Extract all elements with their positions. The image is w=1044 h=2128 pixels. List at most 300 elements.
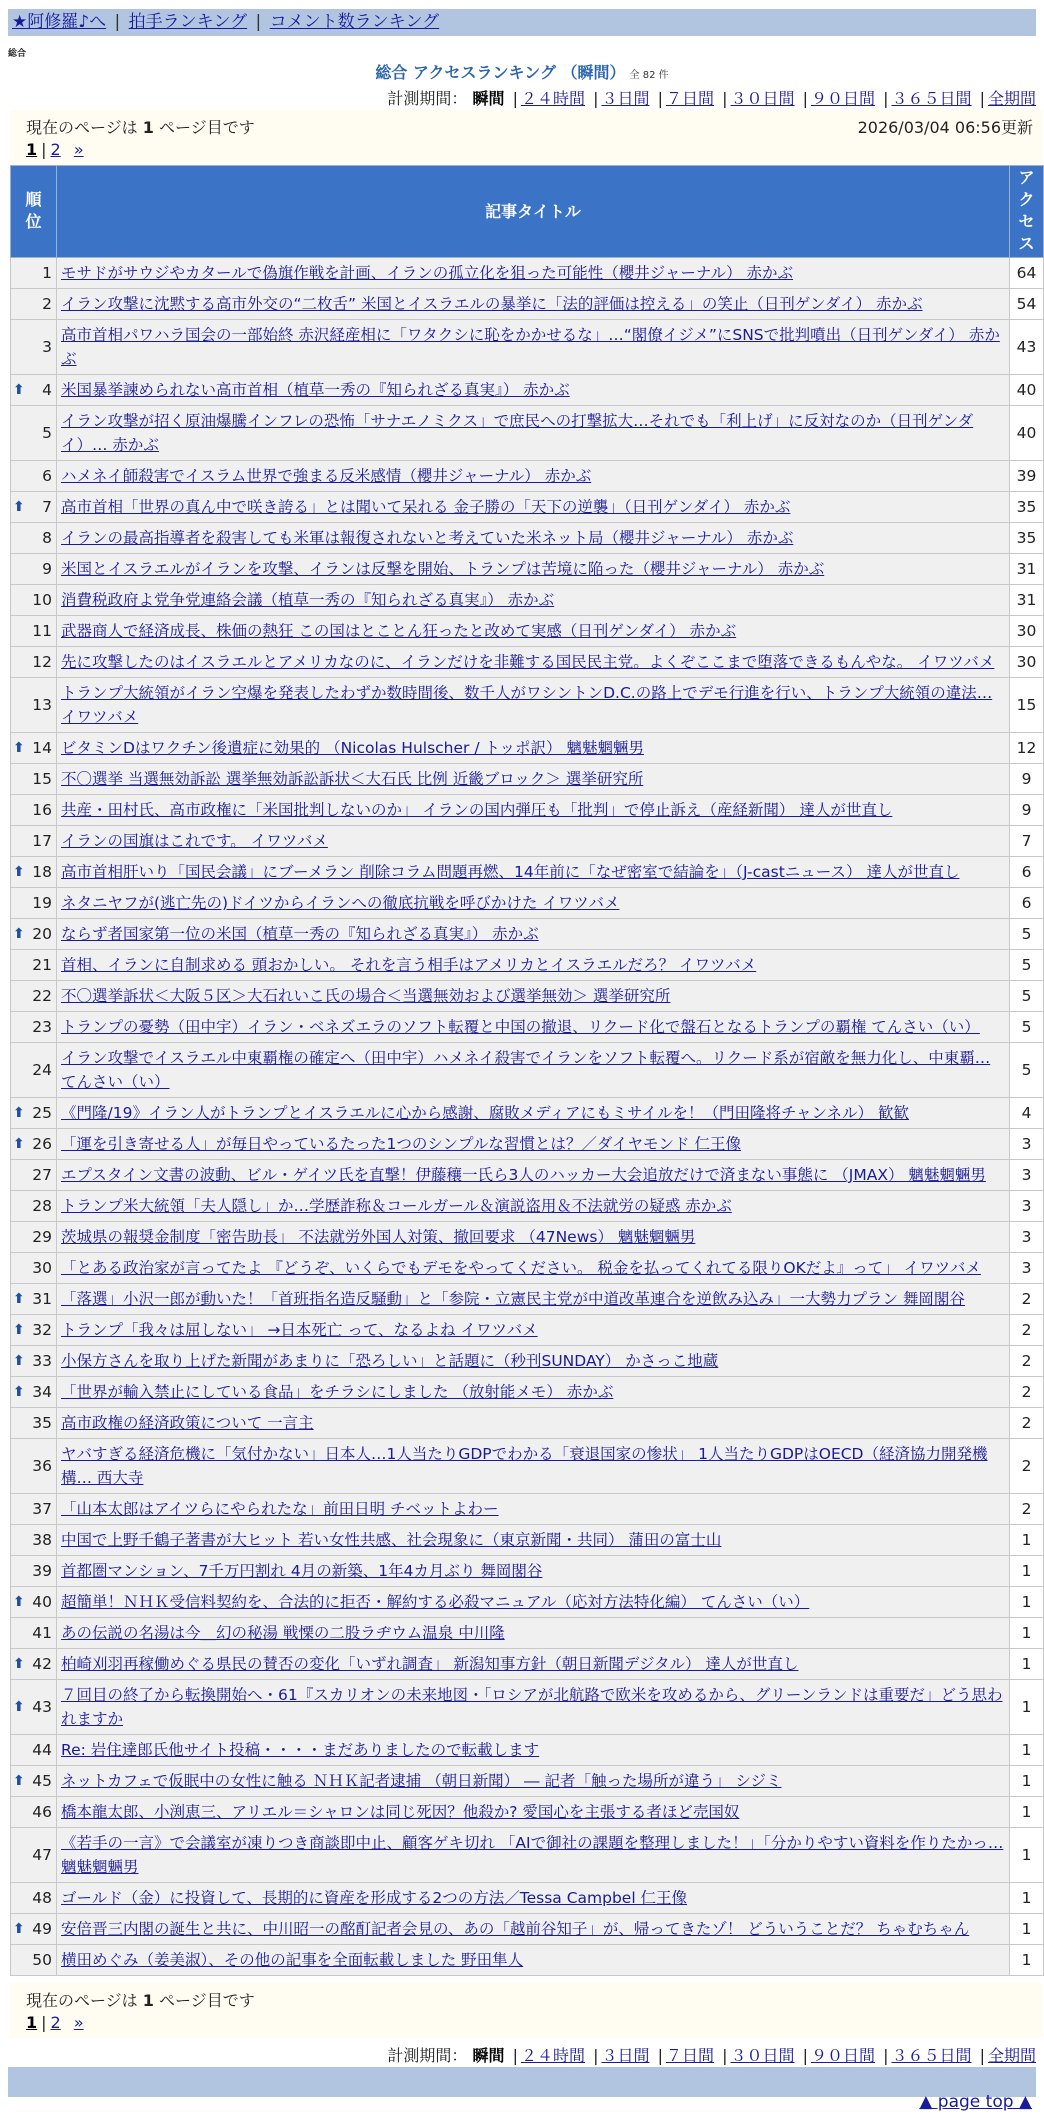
rank-number: 18 — [32, 863, 52, 881]
rank-cell — [11, 1191, 57, 1222]
table-row — [11, 1043, 1044, 1098]
article-link[interactable]: あの伝説の名湯は今＿幻の秘湯 戦慄の二股ラヂウム温泉 中川隆 — [61, 1624, 505, 1642]
access-count: 31 — [1010, 585, 1044, 616]
article-link[interactable]: 茨城県の報奨金制度「密告助長」 不法就労外国人対策、撤回要求 （47News） 魑魅魍魎男 — [61, 1228, 696, 1246]
rank-cell — [11, 585, 57, 616]
title-cell — [57, 1346, 1010, 1377]
title-cell — [57, 1556, 1010, 1587]
rank-number: 44 — [32, 1741, 52, 1759]
table-row — [11, 1191, 1044, 1222]
access-count: 2 — [1010, 1408, 1044, 1439]
rank-up-arrow-icon: ⬆ — [13, 382, 25, 398]
title-cell — [57, 492, 1010, 523]
table-row — [11, 554, 1044, 585]
table-row — [11, 585, 1044, 616]
article-link[interactable]: 首都圏マンション、7千万円割れ 4月の新築、1年4カ月ぶり 舞岡閣谷 — [61, 1562, 543, 1580]
page-info-bottom — [10, 1983, 1043, 2038]
article-link[interactable]: 「運を引き寄せる人」が毎日やっているたった1つのシンプルな習慣とは？／ダイヤモンド 仁王像 — [61, 1135, 741, 1153]
rank-number: 26 — [32, 1135, 52, 1153]
access-count: 1 — [1010, 1735, 1044, 1766]
pager-bottom: 1 | 2 » — [26, 2013, 84, 2032]
table-row — [11, 1556, 1044, 1587]
rank-number: 15 — [32, 770, 52, 788]
table-row — [11, 764, 1044, 795]
article-link[interactable]: 「世界が輸入禁止にしている食品」をチラシにしました （放射能メモ） 赤かぶ — [61, 1383, 614, 1401]
rank-cell — [11, 795, 57, 826]
access-count: 1 — [1010, 1828, 1044, 1883]
title-cell — [57, 950, 1010, 981]
pager-next[interactable]: » — [73, 140, 84, 159]
title-cell — [57, 1649, 1010, 1680]
rank-number: 29 — [32, 1228, 52, 1246]
title-cell — [57, 1828, 1010, 1883]
title-cell — [57, 826, 1010, 857]
period-link-24h[interactable]: ２４時間 — [520, 2046, 585, 2065]
title-cell — [57, 1253, 1010, 1284]
rank-up-arrow-icon: ⬆ — [13, 740, 25, 756]
period-selector-bottom: 計測期間： 瞬間 | ２４時間 | ３日間 | ７日間 | ３０日間 | ９０日間 | ３６５日間 | 全期間 — [387, 2046, 1036, 2065]
table-row — [11, 1253, 1044, 1284]
article-link[interactable]: 《若手の一言》で会議室が凍りつき商談即中止、顧客ゲキ切れ 「AIで御社の課題を整理しました！」「分かりやすい資料を作りたかっ… 魑魅魍魎男 — [61, 1834, 1004, 1876]
table-row — [11, 1494, 1044, 1525]
title-cell — [57, 554, 1010, 585]
period-current: 瞬間 — [472, 2046, 505, 2065]
page-top-link[interactable]: ▲ page top ▲ — [919, 2092, 1032, 2112]
table-row — [11, 1160, 1044, 1191]
rank-number: 40 — [32, 1593, 52, 1611]
title-cell — [57, 1315, 1010, 1346]
table-row — [11, 289, 1044, 320]
table-row — [11, 1377, 1044, 1408]
access-count: 6 — [1010, 857, 1044, 888]
rank-up-arrow-icon: ⬆ — [13, 1656, 25, 1672]
title-cell — [57, 1012, 1010, 1043]
table-row — [11, 733, 1044, 764]
rank-cell — [11, 375, 57, 406]
header-rank: 順位 — [11, 166, 57, 258]
article-link[interactable]: トランプ大統領がイラン空爆を発表したわずか数時間後、数千人がワシントンD.C.の路上でデモ行進を行い、トランプ大統領の違法… イワツバメ — [61, 684, 993, 726]
title-cell — [57, 647, 1010, 678]
rank-number: 19 — [32, 894, 52, 912]
title-cell — [57, 1735, 1010, 1766]
rank-number: 28 — [32, 1197, 52, 1215]
ranking-title: 総合 アクセスランキング （瞬間） — [375, 63, 626, 82]
title-cell — [57, 1680, 1010, 1735]
header-title: 記事タイトル — [57, 166, 1010, 258]
rank-number: 42 — [32, 1655, 52, 1673]
rank-cell — [11, 981, 57, 1012]
access-count: 1 — [1010, 1883, 1044, 1914]
rank-cell — [11, 919, 57, 950]
title-cell — [57, 764, 1010, 795]
title-cell — [57, 1191, 1010, 1222]
rank-cell — [11, 1797, 57, 1828]
rank-number: 46 — [32, 1803, 52, 1821]
header-access: アクセス — [1010, 166, 1044, 258]
rank-number: 25 — [32, 1104, 52, 1122]
access-count: 30 — [1010, 647, 1044, 678]
pager-current-page: 1 — [26, 2013, 38, 2032]
rank-number: 5 — [42, 424, 52, 442]
access-count: 5 — [1010, 1012, 1044, 1043]
title-cell — [57, 733, 1010, 764]
title-cell — [57, 523, 1010, 554]
article-link[interactable]: 「山本太郎はアイツらにやられたな」前田日明 チベットよわー — [61, 1500, 499, 1518]
title-cell — [57, 678, 1010, 733]
access-count: 7 — [1010, 826, 1044, 857]
rank-number: 22 — [32, 987, 52, 1005]
article-link[interactable]: 柏崎刈羽再稼働めぐる県民の賛否の変化「いずれ調査」 新潟知事方針（朝日新聞デジタル） 達人が世直し — [61, 1655, 799, 1673]
nav-link-clap-ranking[interactable]: 拍手ランキング — [128, 12, 248, 32]
table-row — [11, 1587, 1044, 1618]
article-link[interactable]: 横田めぐみ（姜美淑）、その他の記事を全面転載しました 野田隼人 — [61, 1951, 524, 1969]
table-row — [11, 795, 1044, 826]
title-cell — [57, 1494, 1010, 1525]
table-row — [11, 1766, 1044, 1797]
article-link[interactable]: エプスタイン文書の波動、ビル・ゲイツ氏を直撃！伊藤穰一氏ら3人のハッカー大会追放だけで済まない事態に （JMAX） 魑魅魍魎男 — [61, 1166, 986, 1184]
title-cell — [57, 1160, 1010, 1191]
article-link[interactable]: 消費税政府よ党争党連絡会議（植草一秀の『知られざる真実』） 赤かぶ — [61, 591, 555, 609]
table-row — [11, 461, 1044, 492]
period-link-365d[interactable]: ３６５日間 — [891, 89, 972, 108]
rank-number: 4 — [42, 381, 52, 399]
access-count: 30 — [1010, 616, 1044, 647]
title-cell — [57, 888, 1010, 919]
article-link[interactable]: 安倍晋三内閣の誕生と共に、中川昭一の酩酊記者会見の、あの「越前谷知子」が、帰ってきたゾ！ どういうことだ？ ちゃむちゃん — [61, 1920, 970, 1938]
article-link[interactable]: 米国とイスラエルがイランを攻撃、イランは反撃を開始、トランプは苦境に陥った（櫻井ジャーナル） 赤かぶ — [61, 560, 825, 578]
table-row — [11, 888, 1044, 919]
title-cell — [57, 375, 1010, 406]
pager-page-2[interactable]: 2 — [50, 2013, 61, 2032]
rank-cell — [11, 523, 57, 554]
article-link[interactable]: 超簡単！ＮＨＫ受信料契約を、合法的に拒否・解約する必殺マニュアル（応対方法特化編） てんさい（い） — [61, 1593, 810, 1611]
ranking-rows — [11, 258, 1044, 1976]
access-count: 3 — [1010, 1191, 1044, 1222]
table-row — [11, 919, 1044, 950]
article-link[interactable]: 武器商人で経済成長、株価の熱狂 この国はとことん狂ったと改めて実感（日刊ゲンダイ） 赤かぶ — [61, 622, 737, 640]
rank-number: 37 — [32, 1500, 52, 1518]
rank-up-arrow-icon: ⬆ — [13, 1105, 25, 1121]
period-link-24h[interactable]: ２４時間 — [520, 89, 585, 108]
rank-number: 43 — [32, 1698, 52, 1716]
rank-cell — [11, 826, 57, 857]
rank-number: 10 — [32, 591, 52, 609]
title-cell — [57, 1914, 1010, 1945]
top-nav: ★阿修羅♪へ | 拍手ランキング | コメント数ランキング — [8, 9, 1036, 36]
title-cell — [57, 795, 1010, 826]
rank-cell — [11, 1439, 57, 1494]
title-cell — [57, 585, 1010, 616]
rank-number: 33 — [32, 1352, 52, 1370]
article-link[interactable]: 高市政権の経済政策について 一言主 — [61, 1414, 314, 1432]
title-cell — [57, 1587, 1010, 1618]
period-link-365d[interactable]: ３６５日間 — [891, 2046, 972, 2065]
period-link-3d[interactable]: ３日間 — [601, 89, 650, 108]
rank-cell — [11, 733, 57, 764]
rank-cell — [11, 1222, 57, 1253]
article-link[interactable]: ビタミンDはワクチン後遺症に効果的 （Nicolas Hulscher / トッポ訳） 魑魅魍魎男 — [61, 739, 644, 757]
rank-number: 45 — [32, 1772, 52, 1790]
article-link[interactable]: 首相、イランに自制求める 頭おかしい。 それを言う相手はアメリカとイスラエルだろ？ イワツバメ — [61, 956, 757, 974]
table-row — [11, 1618, 1044, 1649]
table-row — [11, 1284, 1044, 1315]
article-link[interactable]: Re: 岩住達郎氏他サイト投稿・・・・まだありましたので転載します — [61, 1741, 540, 1759]
pager-current-page: 1 — [26, 140, 38, 159]
rank-cell — [11, 950, 57, 981]
article-link[interactable]: 不〇選挙訴状＜大阪５区＞大石れいこ氏の場合＜当選無効および選挙無効＞ 選挙研究所 — [61, 987, 671, 1005]
table-row — [11, 1797, 1044, 1828]
period-link-all[interactable]: 全期間 — [987, 2046, 1036, 2065]
access-count: 40 — [1010, 375, 1044, 406]
access-count: 2 — [1010, 1346, 1044, 1377]
rank-number: 17 — [32, 832, 52, 850]
rank-number: 50 — [32, 1951, 52, 1969]
table-row — [11, 1735, 1044, 1766]
article-link[interactable]: 高市首相パワハラ国会の一部始終 赤沢経産相に「ワタクシに恥をかかせるな」…“閣僚イジメ”にSNSで批判噴出（日刊ゲンダイ） 赤かぶ — [61, 326, 1000, 368]
rank-cell — [11, 616, 57, 647]
article-link[interactable]: イラン攻撃に沈黙する高市外交の“二枚舌” 米国とイスラエルの暴挙に「法的評価は控える」の笑止（日刊ゲンダイ） 赤かぶ — [61, 295, 923, 313]
access-count: 1 — [1010, 1766, 1044, 1797]
rank-up-arrow-icon: ⬆ — [13, 1594, 25, 1610]
rank-number: 49 — [32, 1920, 52, 1938]
rank-number: 14 — [32, 739, 52, 757]
title-cell — [57, 1408, 1010, 1439]
rank-number: 7 — [42, 498, 52, 516]
article-link[interactable]: イラン攻撃でイスラエル中東覇権の確定へ（田中宇）ハメネイ殺害でイランをソフト転覆へ。リクード系が宿敵を無力化し、中東覇… てんさい（い） — [61, 1049, 991, 1091]
table-row — [11, 1649, 1044, 1680]
article-link[interactable]: モサドがサウジやカタールで偽旗作戦を計画、イランの孤立化を狙った可能性（櫻井ジャーナル） 赤かぶ — [61, 264, 794, 282]
article-link[interactable]: 高市首相肝いり「国民会議」にブーメラン 削除コラム問題再燃、14年前に「なぜ密室で結論を」（J-castニュース） 達人が世直し — [61, 863, 960, 881]
table-row — [11, 1408, 1044, 1439]
period-link-3d[interactable]: ３日間 — [601, 2046, 650, 2065]
title-cell — [57, 1043, 1010, 1098]
article-link[interactable]: イランの国旗はこれです。 イワツバメ — [61, 832, 328, 850]
article-link[interactable]: 共産・田村氏、高市政権に「米国批判しないのか」 イランの国内弾圧も「批判」で停止訴え（産経新聞） 達人が世直し — [61, 801, 893, 819]
rank-number: 47 — [32, 1846, 52, 1864]
period-label: 計測期間： — [387, 2046, 468, 2065]
access-count: 12 — [1010, 733, 1044, 764]
rank-number: 20 — [32, 925, 52, 943]
rank-number: 48 — [32, 1889, 52, 1907]
article-link[interactable]: イラン攻撃が招く原油爆騰インフレの恐怖「サナエノミクス」で庶民への打撃拡大…それでも「利上げ」に反対なのか（日刊ゲンダイ）… 赤かぶ — [61, 412, 974, 454]
rank-cell — [11, 1828, 57, 1883]
article-link[interactable]: 高市首相「世界の真ん中で咲き誇る」とは聞いて呆れる 金子勝の「天下の逆襲」（日刊ゲンダイ） 赤かぶ — [61, 498, 791, 516]
article-link[interactable]: トランプ「我々は屈しない」 →日本死亡 って、なるよね イワツバメ — [61, 1321, 538, 1339]
period-selector-top: 計測期間： 瞬間 | ２４時間 | ３日間 | ７日間 | ３０日間 | ９０日間 | ３６５日間 | 全期間 — [387, 89, 1036, 108]
rank-cell — [11, 1525, 57, 1556]
article-link[interactable]: 先に攻撃したのはイスラエルとアメリカなのに、イランだけを非難する国民民主党。よくぞここまで堕落できるもんやな。 イワツバメ — [61, 653, 995, 671]
access-count: 35 — [1010, 492, 1044, 523]
table-row — [11, 1098, 1044, 1129]
period-link-90d[interactable]: ９０日間 — [810, 89, 875, 108]
rank-up-arrow-icon: ⬆ — [13, 1291, 25, 1307]
access-count: 1 — [1010, 1587, 1044, 1618]
article-link[interactable]: 中国で上野千鶴子著書が大ヒット 若い女性共感、社会現象に（東京新聞・共同） 蒲田の富士山 — [61, 1531, 722, 1549]
access-count: 3 — [1010, 1160, 1044, 1191]
pager-top: 1 | 2 » — [26, 140, 84, 159]
rank-number: 2 — [42, 295, 52, 313]
period-link-7d[interactable]: ７日間 — [665, 89, 714, 108]
rank-cell — [11, 764, 57, 795]
period-current: 瞬間 — [472, 89, 505, 108]
access-count: 5 — [1010, 1043, 1044, 1098]
rank-number: 13 — [32, 696, 52, 714]
table-row — [11, 406, 1044, 461]
current-page-text: 現在のページは 1 ページ目です — [26, 1991, 255, 2010]
page-info-top — [10, 110, 1043, 165]
table-row — [11, 1945, 1044, 1976]
rank-cell — [11, 289, 57, 320]
rank-number: 30 — [32, 1259, 52, 1277]
page-title — [0, 60, 1044, 83]
article-link[interactable]: 橋本龍太郎、小渕恵三、アリエル＝シャロンは同じ死因？他殺か? 愛国心を主張する者ほど売国奴 — [61, 1803, 740, 1821]
title-cell — [57, 1284, 1010, 1315]
table-row — [11, 616, 1044, 647]
article-link[interactable]: ヤバすぎる経済危機に「気付かない」日本人…1人当たりGDPでわかる「衰退国家の惨状」 1人当たりGDPはOECD（経済協力開発機構… 西大寺 — [61, 1445, 988, 1487]
access-count: 1 — [1010, 1618, 1044, 1649]
title-cell — [57, 1098, 1010, 1129]
rank-cell — [11, 1284, 57, 1315]
access-count: 5 — [1010, 981, 1044, 1012]
table-row — [11, 523, 1044, 554]
access-count: 4 — [1010, 1098, 1044, 1129]
rank-up-arrow-icon: ⬆ — [13, 926, 25, 942]
article-link[interactable]: トランプ米大統領「夫人隠し」か…学歴詐称＆コールガール＆演説盗用＆不法就労の疑惑 赤かぶ — [61, 1197, 732, 1215]
access-count: 6 — [1010, 888, 1044, 919]
rank-cell — [11, 554, 57, 585]
rank-number: 24 — [32, 1061, 52, 1079]
article-link[interactable]: 小保方さんを取り上げた新聞があまりに「恐ろしい」と話題に（秒刊SUNDAY） かさっこ地蔵 — [61, 1352, 719, 1370]
pager-next[interactable]: » — [73, 2013, 84, 2032]
access-count: 31 — [1010, 554, 1044, 585]
article-link[interactable]: ならず者国家第一位の米国（植草一秀の『知られざる真実』） 赤かぶ — [61, 925, 539, 943]
title-cell — [57, 406, 1010, 461]
period-label: 計測期間： — [387, 89, 468, 108]
rank-cell — [11, 1043, 57, 1098]
total-count: 全 82 件 — [629, 70, 669, 81]
table-row — [11, 678, 1044, 733]
rank-cell — [11, 1377, 57, 1408]
table-row — [11, 1525, 1044, 1556]
access-count: 2 — [1010, 1439, 1044, 1494]
access-count: 64 — [1010, 258, 1044, 289]
access-count: 2 — [1010, 1377, 1044, 1408]
article-link[interactable]: 「落選」小沢一郎が動いた！「首班指名造反騒動」と「参院・立憲民主党が中道改革連合を逆飲み込み」一大勢力プラン 舞岡閣谷 — [61, 1290, 965, 1308]
rank-cell — [11, 1098, 57, 1129]
title-cell — [57, 1525, 1010, 1556]
table-row — [11, 950, 1044, 981]
article-link[interactable]: 米国暴挙諫められない高市首相（植草一秀の『知られざる真実』） 赤かぶ — [61, 381, 570, 399]
title-cell — [57, 258, 1010, 289]
table-row — [11, 258, 1044, 289]
article-link[interactable]: 不〇選挙 当選無効訴訟 選挙無効訴訟訴状＜大石氏 比例 近畿ブロック＞ 選挙研究所 — [61, 770, 644, 788]
access-count: 1 — [1010, 1680, 1044, 1735]
access-count: 1 — [1010, 1914, 1044, 1945]
access-count: 3 — [1010, 1253, 1044, 1284]
rank-number: 31 — [32, 1290, 52, 1308]
table-row — [11, 981, 1044, 1012]
rank-cell — [11, 1494, 57, 1525]
article-link[interactable]: 《門隆/19》イラン人がトランプとイスラエルに心から感謝、腐敗メディアにもミサイルを！（門田隆将チャンネル） 歓歓 — [61, 1104, 909, 1122]
nav-link-asyura[interactable]: ★阿修羅♪へ — [12, 12, 107, 32]
rank-number: 39 — [32, 1562, 52, 1580]
article-link[interactable]: 「とある政治家が言ってたよ 『どうぞ、いくらでもデモをやってください。 税金を払ってくれてる限りOKだよ』って」 イワツバメ — [61, 1259, 981, 1277]
rank-cell — [11, 1883, 57, 1914]
rank-cell — [11, 1315, 57, 1346]
rank-cell — [11, 678, 57, 733]
article-link[interactable]: ハメネイ師殺害でイスラム世界で強まる反米感情（櫻井ジャーナル） 赤かぶ — [61, 467, 592, 485]
title-cell — [57, 1129, 1010, 1160]
rank-cell — [11, 1556, 57, 1587]
rank-cell — [11, 1649, 57, 1680]
table-row — [11, 1680, 1044, 1735]
article-link[interactable]: ネタニヤフが(逃亡先の)ドイツからイランへの徹底抗戦を呼びかけた イワツバメ — [61, 894, 620, 912]
period-link-30d[interactable]: ３０日間 — [730, 89, 795, 108]
table-row — [11, 320, 1044, 375]
access-count: 9 — [1010, 795, 1044, 826]
access-count: 1 — [1010, 1945, 1044, 1976]
article-link[interactable]: ７回目の終了から転換開始へ・61『スカリオンの未来地図・「ロシアが北航路で欧米を攻めるから、グリーンランドは重要だ」どう思われますか — [61, 1686, 1003, 1728]
rank-cell — [11, 1914, 57, 1945]
nav-link-comment-ranking[interactable]: コメント数ランキング — [269, 12, 440, 32]
access-count: 2 — [1010, 1494, 1044, 1525]
table-row — [11, 1439, 1044, 1494]
title-cell — [57, 1377, 1010, 1408]
access-count: 2 — [1010, 1315, 1044, 1346]
title-cell — [57, 320, 1010, 375]
access-count: 5 — [1010, 919, 1044, 950]
table-row — [11, 826, 1044, 857]
period-link-7d[interactable]: ７日間 — [665, 2046, 714, 2065]
rank-cell — [11, 461, 57, 492]
article-link[interactable]: ゴールド（金）に投資して、長期的に資産を形成する2つの方法／Tessa Campbel 仁王像 — [61, 1889, 688, 1907]
article-link[interactable]: ネットカフェで仮眠中の女性に触る ＮＨＫ記者逮捕 （朝日新聞） ― 記者「触った場所が違う」 シジミ — [61, 1772, 782, 1790]
table-row — [11, 492, 1044, 523]
article-link[interactable]: イランの最高指導者を殺害しても米軍は報復されないと考えていた米ネット局（櫻井ジャーナル） 赤かぶ — [61, 529, 794, 547]
rank-up-arrow-icon: ⬆ — [13, 1384, 25, 1400]
rank-cell — [11, 647, 57, 678]
title-cell — [57, 1439, 1010, 1494]
current-page-text: 現在のページは 1 ページ目です — [26, 118, 255, 137]
title-cell — [57, 919, 1010, 950]
period-link-all[interactable]: 全期間 — [987, 89, 1036, 108]
title-cell — [57, 1883, 1010, 1914]
access-count: 35 — [1010, 523, 1044, 554]
access-count: 40 — [1010, 406, 1044, 461]
table-row — [11, 647, 1044, 678]
period-link-90d[interactable]: ９０日間 — [810, 2046, 875, 2065]
rank-number: 8 — [42, 529, 52, 547]
rank-number: 34 — [32, 1383, 52, 1401]
title-cell — [57, 1945, 1010, 1976]
updated-time: 2026/03/04 06:56更新 — [857, 118, 1033, 137]
rank-up-arrow-icon: ⬆ — [13, 499, 25, 515]
rank-cell — [11, 492, 57, 523]
period-link-30d[interactable]: ３０日間 — [730, 2046, 795, 2065]
title-cell — [57, 1797, 1010, 1828]
title-cell — [57, 461, 1010, 492]
rank-cell — [11, 406, 57, 461]
rank-number: 36 — [32, 1457, 52, 1475]
title-cell — [57, 1618, 1010, 1649]
pager-page-2[interactable]: 2 — [50, 140, 61, 159]
rank-up-arrow-icon: ⬆ — [13, 1921, 25, 1937]
table-row — [11, 1914, 1044, 1945]
rank-cell — [11, 1408, 57, 1439]
rank-cell — [11, 1346, 57, 1377]
article-link[interactable]: トランプの憂勢（田中宇）イラン・ベネズエラのソフト転覆と中国の撤退、リクード化で盤石となるトランプの覇権 てんさい（い） — [61, 1018, 980, 1036]
rank-up-arrow-icon: ⬆ — [13, 1136, 25, 1152]
